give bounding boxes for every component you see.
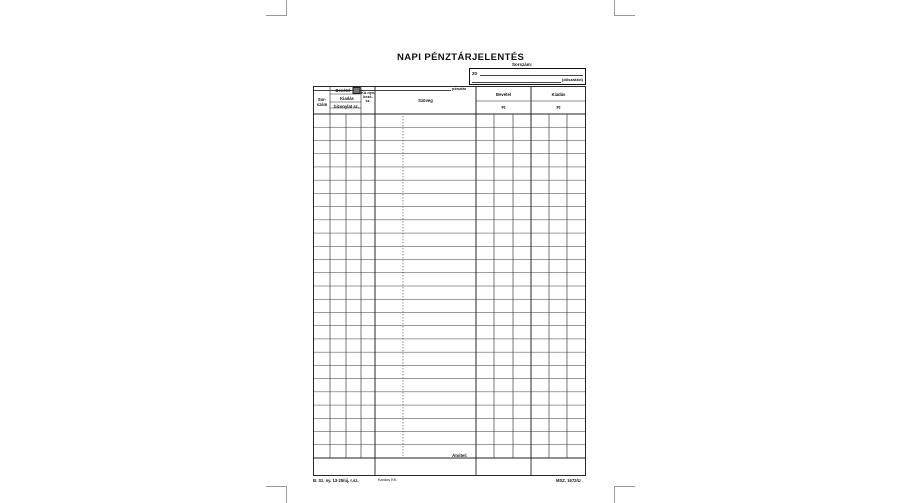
ledger-table: [313, 86, 586, 476]
header-sorszam: Sor-szám: [316, 97, 328, 107]
crop-mark: [266, 0, 287, 16]
serial-line: [472, 82, 561, 83]
header-bevetel: Bevétel: [335, 88, 351, 93]
total-label: Átvitel:: [452, 453, 468, 458]
crop-mark: [614, 0, 635, 16]
cashdesk-label: pénztár: [452, 86, 467, 91]
header-unit-ft: Ft: [501, 105, 506, 110]
form-title: NAPI PÉNZTÁRJELENTÉS: [397, 52, 525, 63]
crop-mark: [266, 486, 287, 503]
header-bizonylat: bizonylat sz.: [334, 104, 359, 109]
period-label: (dőszaktól): [561, 77, 583, 82]
header-kiadas-amount: Kiadás: [551, 92, 566, 97]
footer-form-code: B. Sz. ny. 13-25/új. r.sz.: [313, 478, 359, 483]
header-konyvelesi: Kö-nyv. kezé-sz.: [361, 91, 375, 104]
header-bevetel-amount: Bevétel: [496, 92, 511, 97]
serial-line: [480, 75, 583, 76]
year-prefix: 20: [472, 71, 478, 76]
shaded-mark: [353, 88, 360, 94]
header-szoveg: Szöveg: [418, 98, 433, 103]
crop-mark: [614, 486, 635, 503]
serial-label: Sorszám:: [512, 62, 533, 67]
footer-standard-code: MSZ. 1672/U: [556, 478, 581, 483]
header-unit-ft: Ft: [556, 105, 561, 110]
table-border: [314, 87, 586, 476]
header-kiadas: Kiadás: [340, 96, 354, 101]
serial-box[interactable]: [469, 68, 586, 85]
ledger-grid: [313, 86, 586, 476]
footer-publisher: Kardos Kft.: [378, 478, 397, 482]
